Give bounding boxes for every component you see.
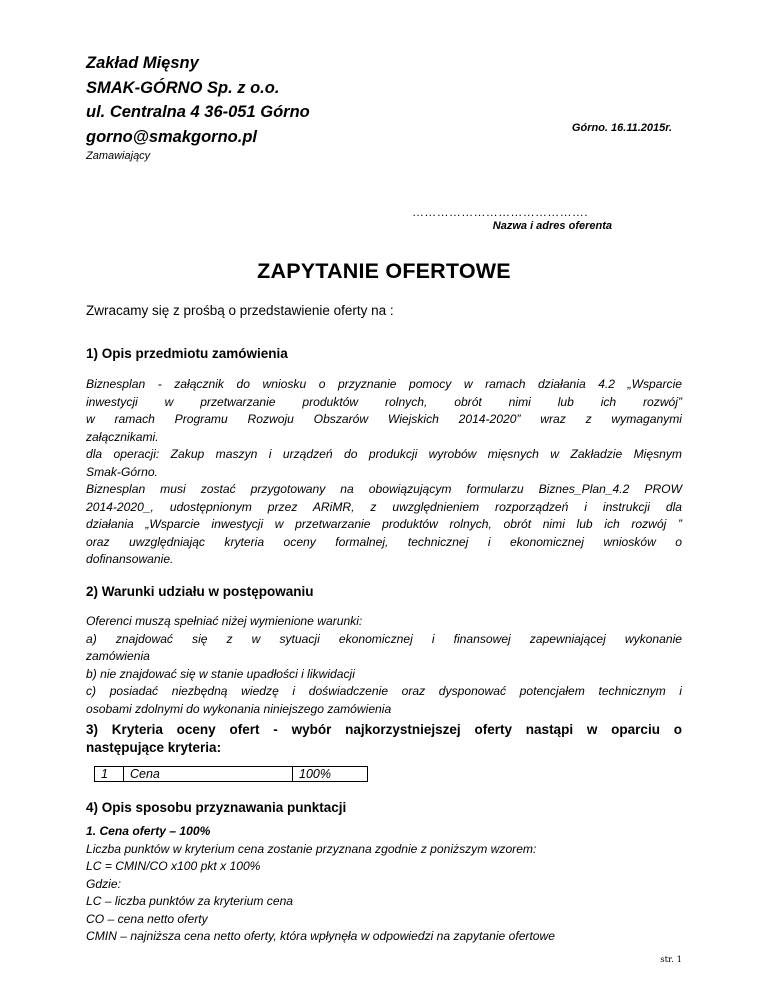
bidder-dots: ……………………………………. xyxy=(412,205,588,219)
document-date: Górno. 16.11.2015r. xyxy=(571,122,672,134)
section2-body xyxy=(86,613,682,718)
section1-body xyxy=(86,376,682,569)
section1-line: załącznikami. xyxy=(86,429,159,444)
section4-line: Gdzie: xyxy=(86,876,121,891)
sender-block xyxy=(86,51,310,162)
sender-role: Zamawiający xyxy=(86,150,151,162)
section4-line: CO – cena netto oferty xyxy=(86,911,208,926)
section1-line: w ramach Programu Rozwoju Obszarów Wiejskich 2014-2020” wraz z wymaganymi xyxy=(86,412,682,426)
intro-text: Zwracamy się z prośbą o przedstawienie oferty na : xyxy=(86,303,394,318)
section1-line: 2014-2020_, udostępnionym przez ARiMR, z uwzględnieniem rozporządzeń i instrukcji dla xyxy=(86,499,682,514)
section4-body xyxy=(86,823,682,946)
section3-heading-line2: następujące kryteria: xyxy=(86,740,222,755)
section4-line: CMIN – najniższa cena netto oferty, która wpłynęła w odpowiedzi na zapytanie ofertowe xyxy=(86,929,555,943)
section1-line: dla operacji: Zakup maszyn i urządzeń do produkcji wyrobów mięsnych w Zakładzie Mięsnym xyxy=(86,447,682,461)
section1-line: Biznesplan musi zostać przygotowany na obowiązującym formularzu Biznes_Plan_4.2 PROW xyxy=(86,482,682,496)
section1-line: oraz uwzględniając kryteria oceny formalnej, technicznej i ekonomicznej wniosków o xyxy=(86,534,682,549)
section2-line: c) posiadać niezbędną wiedzę i doświadczenie oraz dysponować potencjałem technicznym i xyxy=(86,684,682,698)
criteria-weight: 100% xyxy=(293,767,368,782)
section3-heading xyxy=(86,721,682,757)
section3-heading-line1: 3) Kryteria oceny ofert - wybór najkorzystniejszej oferty nastąpi w oparciu o xyxy=(86,722,682,737)
page-number: str. 1 xyxy=(660,955,682,965)
section4-line: LC = CMIN/CO x100 pkt x 100% xyxy=(86,859,261,873)
bidder-label: Nazwa i adres oferenta xyxy=(492,220,612,232)
section2-line: Oferenci muszą spełniać niżej wymienione warunki: xyxy=(86,614,363,628)
criteria-name: Cena xyxy=(124,767,293,782)
section4-heading: 4) Opis sposobu przyznawania punktacji xyxy=(86,800,347,815)
section2-heading: 2) Warunki udziału w postępowaniu xyxy=(86,584,314,599)
section1-line: Biznesplan - załącznik do wniosku o przyznanie pomocy w ramach działania 4.2 „Wsparcie xyxy=(86,377,682,391)
section1-line: inwestycji w przetwarzanie produktów rolnych, obrót nimi lub ich rozwój” xyxy=(86,394,682,409)
section4-line: Liczba punktów w kryterium cena zostanie przyznana zgodnie z poniższym wzorem: xyxy=(86,841,537,856)
sender-company-name: SMAK-GÓRNO Sp. z o.o. xyxy=(86,78,280,97)
criteria-table xyxy=(94,766,368,782)
section4-line: LC – liczba punktów za kryterium cena xyxy=(86,894,294,908)
bidder-block xyxy=(412,205,612,232)
table-row xyxy=(95,767,368,782)
section2-line: zamówienia xyxy=(86,649,150,663)
section1-heading: 1) Opis przedmiotu zamówienia xyxy=(86,346,288,361)
criteria-number: 1 xyxy=(95,767,124,782)
section1-line: Smak-Górno. xyxy=(86,464,158,479)
sender-email: gorno@smakgorno.pl xyxy=(86,127,258,146)
section2-line: b) nie znajdować się w stanie upadłości i likwidacji xyxy=(86,666,355,681)
sender-address: ul. Centralna 4 36-051 Górno xyxy=(86,103,310,121)
section2-line: osobami zdolnymi do wykonania niniejszego zamówienia xyxy=(86,701,392,716)
sender-company: Zakład Mięsny xyxy=(86,54,199,72)
document-title: ZAPYTANIE OFERTOWE xyxy=(257,259,511,283)
section1-line: działania „Wsparcie inwestycji w przetwarzanie produktów rolnych, obrót nimi lub ich rozwój ” xyxy=(86,517,682,531)
section2-line: a) znajdować się z w sytuacji ekonomicznej i finansowej zapewniającej wykonanie xyxy=(86,631,682,646)
section1-line: dofinansowanie. xyxy=(86,552,174,566)
section4-subheading: 1. Cena oferty – 100% xyxy=(86,824,211,838)
